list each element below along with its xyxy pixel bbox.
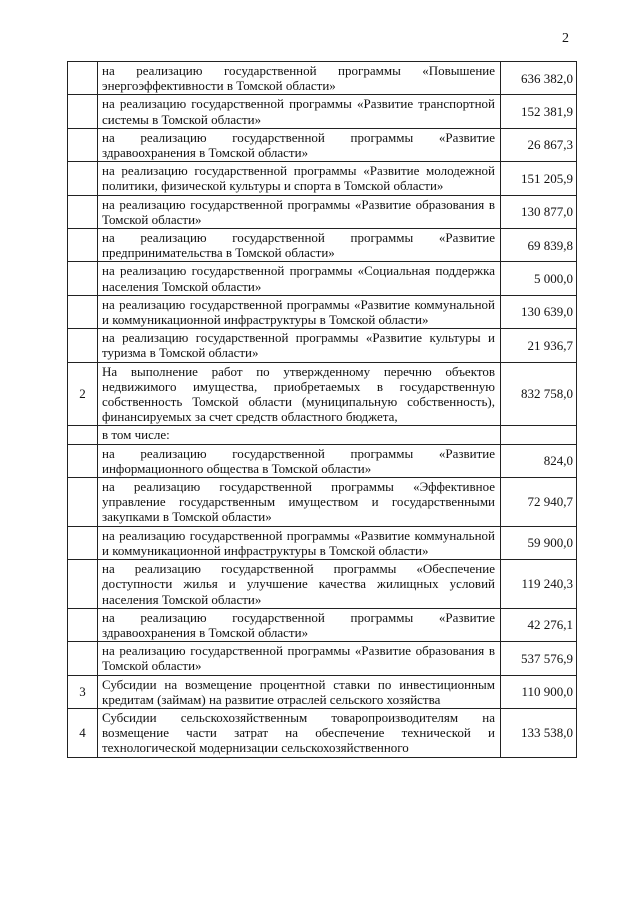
table-row [68,128,577,161]
row-description: на реализацию государственной программы «Развитие образования в Томской области» [98,642,501,675]
table-row [68,195,577,228]
table-row [68,444,577,477]
page-number: 2 [562,31,569,46]
row-amount: 133 538,0 [501,708,577,757]
row-amount: 130 877,0 [501,195,577,228]
row-amount: 130 639,0 [501,295,577,328]
table-row [68,329,577,362]
row-description: на реализацию государственной программы «Развитие культуры и туризма в Томской области» [98,329,501,362]
row-number [68,62,98,95]
row-number: 4 [68,708,98,757]
row-number [68,478,98,527]
row-number [68,195,98,228]
table-row [68,478,577,527]
row-number [68,642,98,675]
row-description: на реализацию государственной программы «Социальная поддержка населения Томской области» [98,262,501,295]
row-description: в том числе: [98,426,501,444]
row-amount: 59 900,0 [501,526,577,559]
table-row [68,362,577,426]
table-row [68,95,577,128]
row-amount: 110 900,0 [501,675,577,708]
row-description: Субсидии сельскохозяйственным товаропроизводителям на возмещение части затрат на обеспечение технической и технологической модернизации сельскохозяйственного [98,708,501,757]
row-description: на реализацию государственной программы «Развитие предпринимательства в Томской области» [98,229,501,262]
row-description: на реализацию государственной программы «Развитие образования в Томской области» [98,195,501,228]
row-number [68,560,98,609]
row-amount: 832 758,0 [501,362,577,426]
row-description: на реализацию государственной программы «Развитие информационного общества в Томской области» [98,444,501,477]
row-number [68,444,98,477]
row-description: на реализацию государственной программы «Развитие транспортной системы в Томской области» [98,95,501,128]
row-description: на реализацию государственной программы «Повышение энергоэффективности в Томской области» [98,62,501,95]
row-amount: 119 240,3 [501,560,577,609]
table-row [68,162,577,195]
table-row [68,295,577,328]
row-number [68,95,98,128]
row-amount: 69 839,8 [501,229,577,262]
row-description: на реализацию государственной программы «Обеспечение доступности жилья и улучшение качества жилищных условий населения Томской области» [98,560,501,609]
row-amount: 537 576,9 [501,642,577,675]
row-amount: 21 936,7 [501,329,577,362]
table-row [68,426,577,444]
row-description: На выполнение работ по утвержденному перечню объектов недвижимого имущества, приобретаемых в государственную собственность Томской области (муниципальную собственность), финансируемых за счет средств областного бюджета, [98,362,501,426]
row-number: 2 [68,362,98,426]
table-row [68,560,577,609]
table-row [68,526,577,559]
table-row [68,262,577,295]
table-row [68,229,577,262]
row-description: на реализацию государственной программы «Развитие молодежной политики, физической культуры и спорта в Томской области» [98,162,501,195]
row-number [68,329,98,362]
table-row [68,708,577,757]
row-amount [501,426,577,444]
row-description: на реализацию государственной программы «Развитие здравоохранения в Томской области» [98,608,501,641]
row-amount: 5 000,0 [501,262,577,295]
row-amount: 72 940,7 [501,478,577,527]
row-amount: 824,0 [501,444,577,477]
row-number [68,128,98,161]
row-amount: 636 382,0 [501,62,577,95]
row-number [68,229,98,262]
row-amount: 26 867,3 [501,128,577,161]
row-number [68,608,98,641]
row-amount: 151 205,9 [501,162,577,195]
row-number: 3 [68,675,98,708]
row-description: Субсидии на возмещение процентной ставки по инвестиционным кредитам (займам) на развитие отраслей сельского хозяйства [98,675,501,708]
table-row [68,675,577,708]
row-amount: 42 276,1 [501,608,577,641]
table-row [68,608,577,641]
row-number [68,262,98,295]
row-number [68,162,98,195]
row-amount: 152 381,9 [501,95,577,128]
row-description: на реализацию государственной программы «Эффективное управление государственным имуществом и государственными закупками в Томской области» [98,478,501,527]
row-description: на реализацию государственной программы «Развитие коммунальной и коммуникационной инфраструктуры в Томской области» [98,526,501,559]
budget-table [67,61,577,758]
table-row [68,62,577,95]
row-number [68,295,98,328]
row-description: на реализацию государственной программы «Развитие коммунальной и коммуникационной инфраструктуры в Томской области» [98,295,501,328]
row-number [68,426,98,444]
row-description: на реализацию государственной программы «Развитие здравоохранения в Томской области» [98,128,501,161]
row-number [68,526,98,559]
table-row [68,642,577,675]
